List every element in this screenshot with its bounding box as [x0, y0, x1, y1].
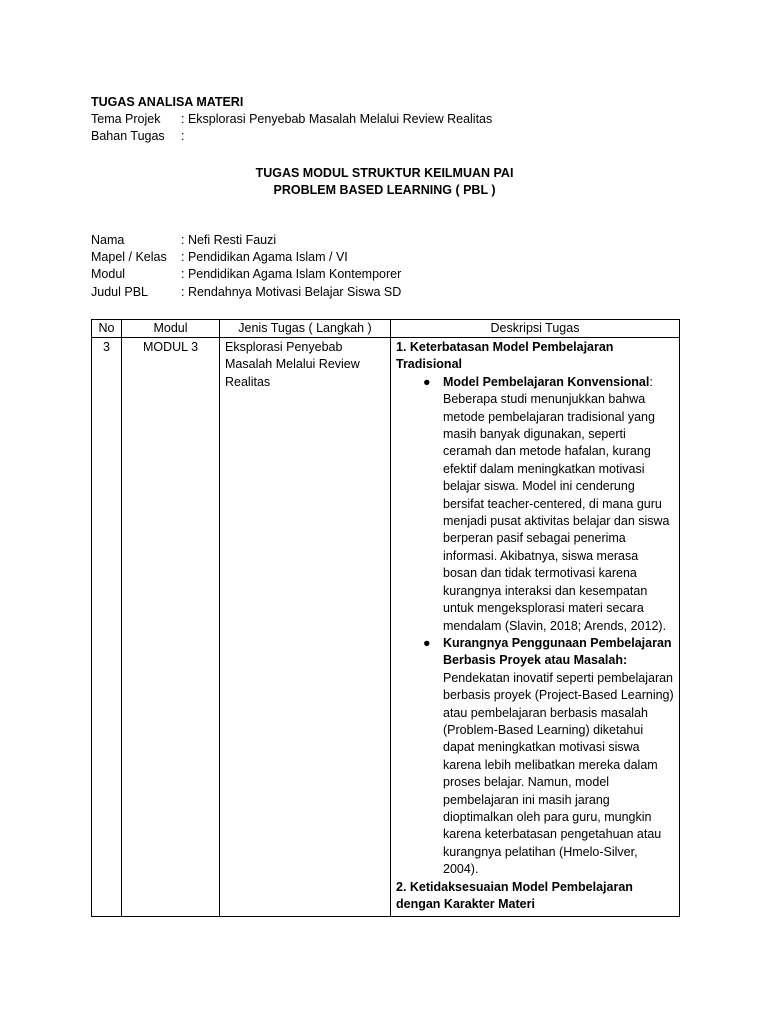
- identity-value: : Pendidikan Agama Islam Kontemporer: [181, 267, 402, 281]
- identity-label: Nama: [91, 233, 125, 247]
- column-header-deskripsi: Deskripsi Tugas: [391, 320, 680, 338]
- bullet-icon: ●: [423, 635, 431, 650]
- bullet-term: Model Pembelajaran Konvensional: [443, 374, 650, 389]
- table-header-row: [92, 320, 680, 338]
- column-header-no: No: [92, 320, 122, 338]
- field-label: Bahan Tugas: [91, 129, 165, 143]
- field-label: Tema Projek: [91, 112, 161, 126]
- bullet-term: Kurangnya Penggunaan Pembelajaran Berbasis Proyek atau Masalah: [443, 635, 672, 668]
- identity-label: Judul PBL: [91, 285, 148, 299]
- bullet-icon: ●: [423, 374, 431, 389]
- task-table: [91, 319, 680, 917]
- module-title-line-2: PROBLEM BASED LEARNING ( PBL ): [273, 183, 496, 198]
- table-row: [92, 338, 680, 917]
- bullet-text: Beberapa studi menunjukkan bahwa metode pembelajaran tradisional yang masih banyak digunakan, seperti ceramah dan metode hafalan, kurang efektif dalam meningkatkan motivasi belajar siswa. Model ini cenderung bersifat teacher-centered, di mana guru menjadi pusat aktivitas belajar dan siswa berperan pasif sebagai penerima informasi. Akibatnya, siswa merasa bosan dan tidak termotivasi karena kurangnya interaksi dan kesempatan untuk mengeksplorasi materi secara mendalam (Slavin, 2018; Arends, 2012).: [443, 392, 670, 633]
- cell-no: 3: [92, 338, 122, 917]
- identity-label: Mapel / Kelas: [91, 250, 167, 264]
- identity-value: : Nefi Resti Fauzi: [181, 233, 277, 247]
- module-title-line-1: TUGAS MODUL STRUKTUR KEILMUAN PAI: [255, 166, 514, 180]
- identity-value: : Pendidikan Agama Islam / VI: [181, 250, 348, 264]
- column-header-modul: Modul: [122, 320, 220, 338]
- cell-jenis-tugas: Eksplorasi Penyebab Masalah Melalui Review Realitas: [220, 338, 391, 917]
- bullet-item: [396, 374, 674, 635]
- bullet-list: [396, 374, 674, 879]
- identity-value: : Rendahnya Motivasi Belajar Siswa SD: [181, 285, 402, 299]
- bullet-item: [396, 635, 674, 879]
- field-value: :: [181, 129, 185, 143]
- section-heading-1: 1. Keterbatasan Model Pembelajaran Tradisional: [396, 340, 614, 372]
- cell-modul: MODUL 3: [122, 338, 220, 917]
- cell-deskripsi: [391, 338, 680, 917]
- bullet-text: Pendekatan inovatif seperti pembelajaran berbasis proyek (Project-Based Learning) atau pembelajaran berbasis masalah (Problem-Based Learning) diketahui dapat meningkatkan motivasi siswa karena lebih melibatkan mereka dalam proses belajar. Namun, model pembelajaran ini masih jarang dioptimalkan oleh para guru, mungkin karena keterbatasan pengetahuan atau kurangnya pelatihan (Hmelo-Silver, 2004).: [443, 670, 674, 877]
- bullet-colon: :: [622, 653, 628, 668]
- column-header-jenis-tugas: Jenis Tugas ( Langkah ): [220, 320, 391, 338]
- section-heading-2: 2. Ketidaksesuaian Model Pembelajaran dengan Karakter Materi: [396, 879, 633, 911]
- document-heading: TUGAS ANALISA MATERI: [91, 95, 244, 109]
- field-value: : Eksplorasi Penyebab Masalah Melalui Review Realitas: [181, 112, 493, 126]
- bullet-colon: :: [649, 374, 653, 389]
- module-title: [91, 165, 678, 200]
- identity-label: Modul: [91, 267, 126, 281]
